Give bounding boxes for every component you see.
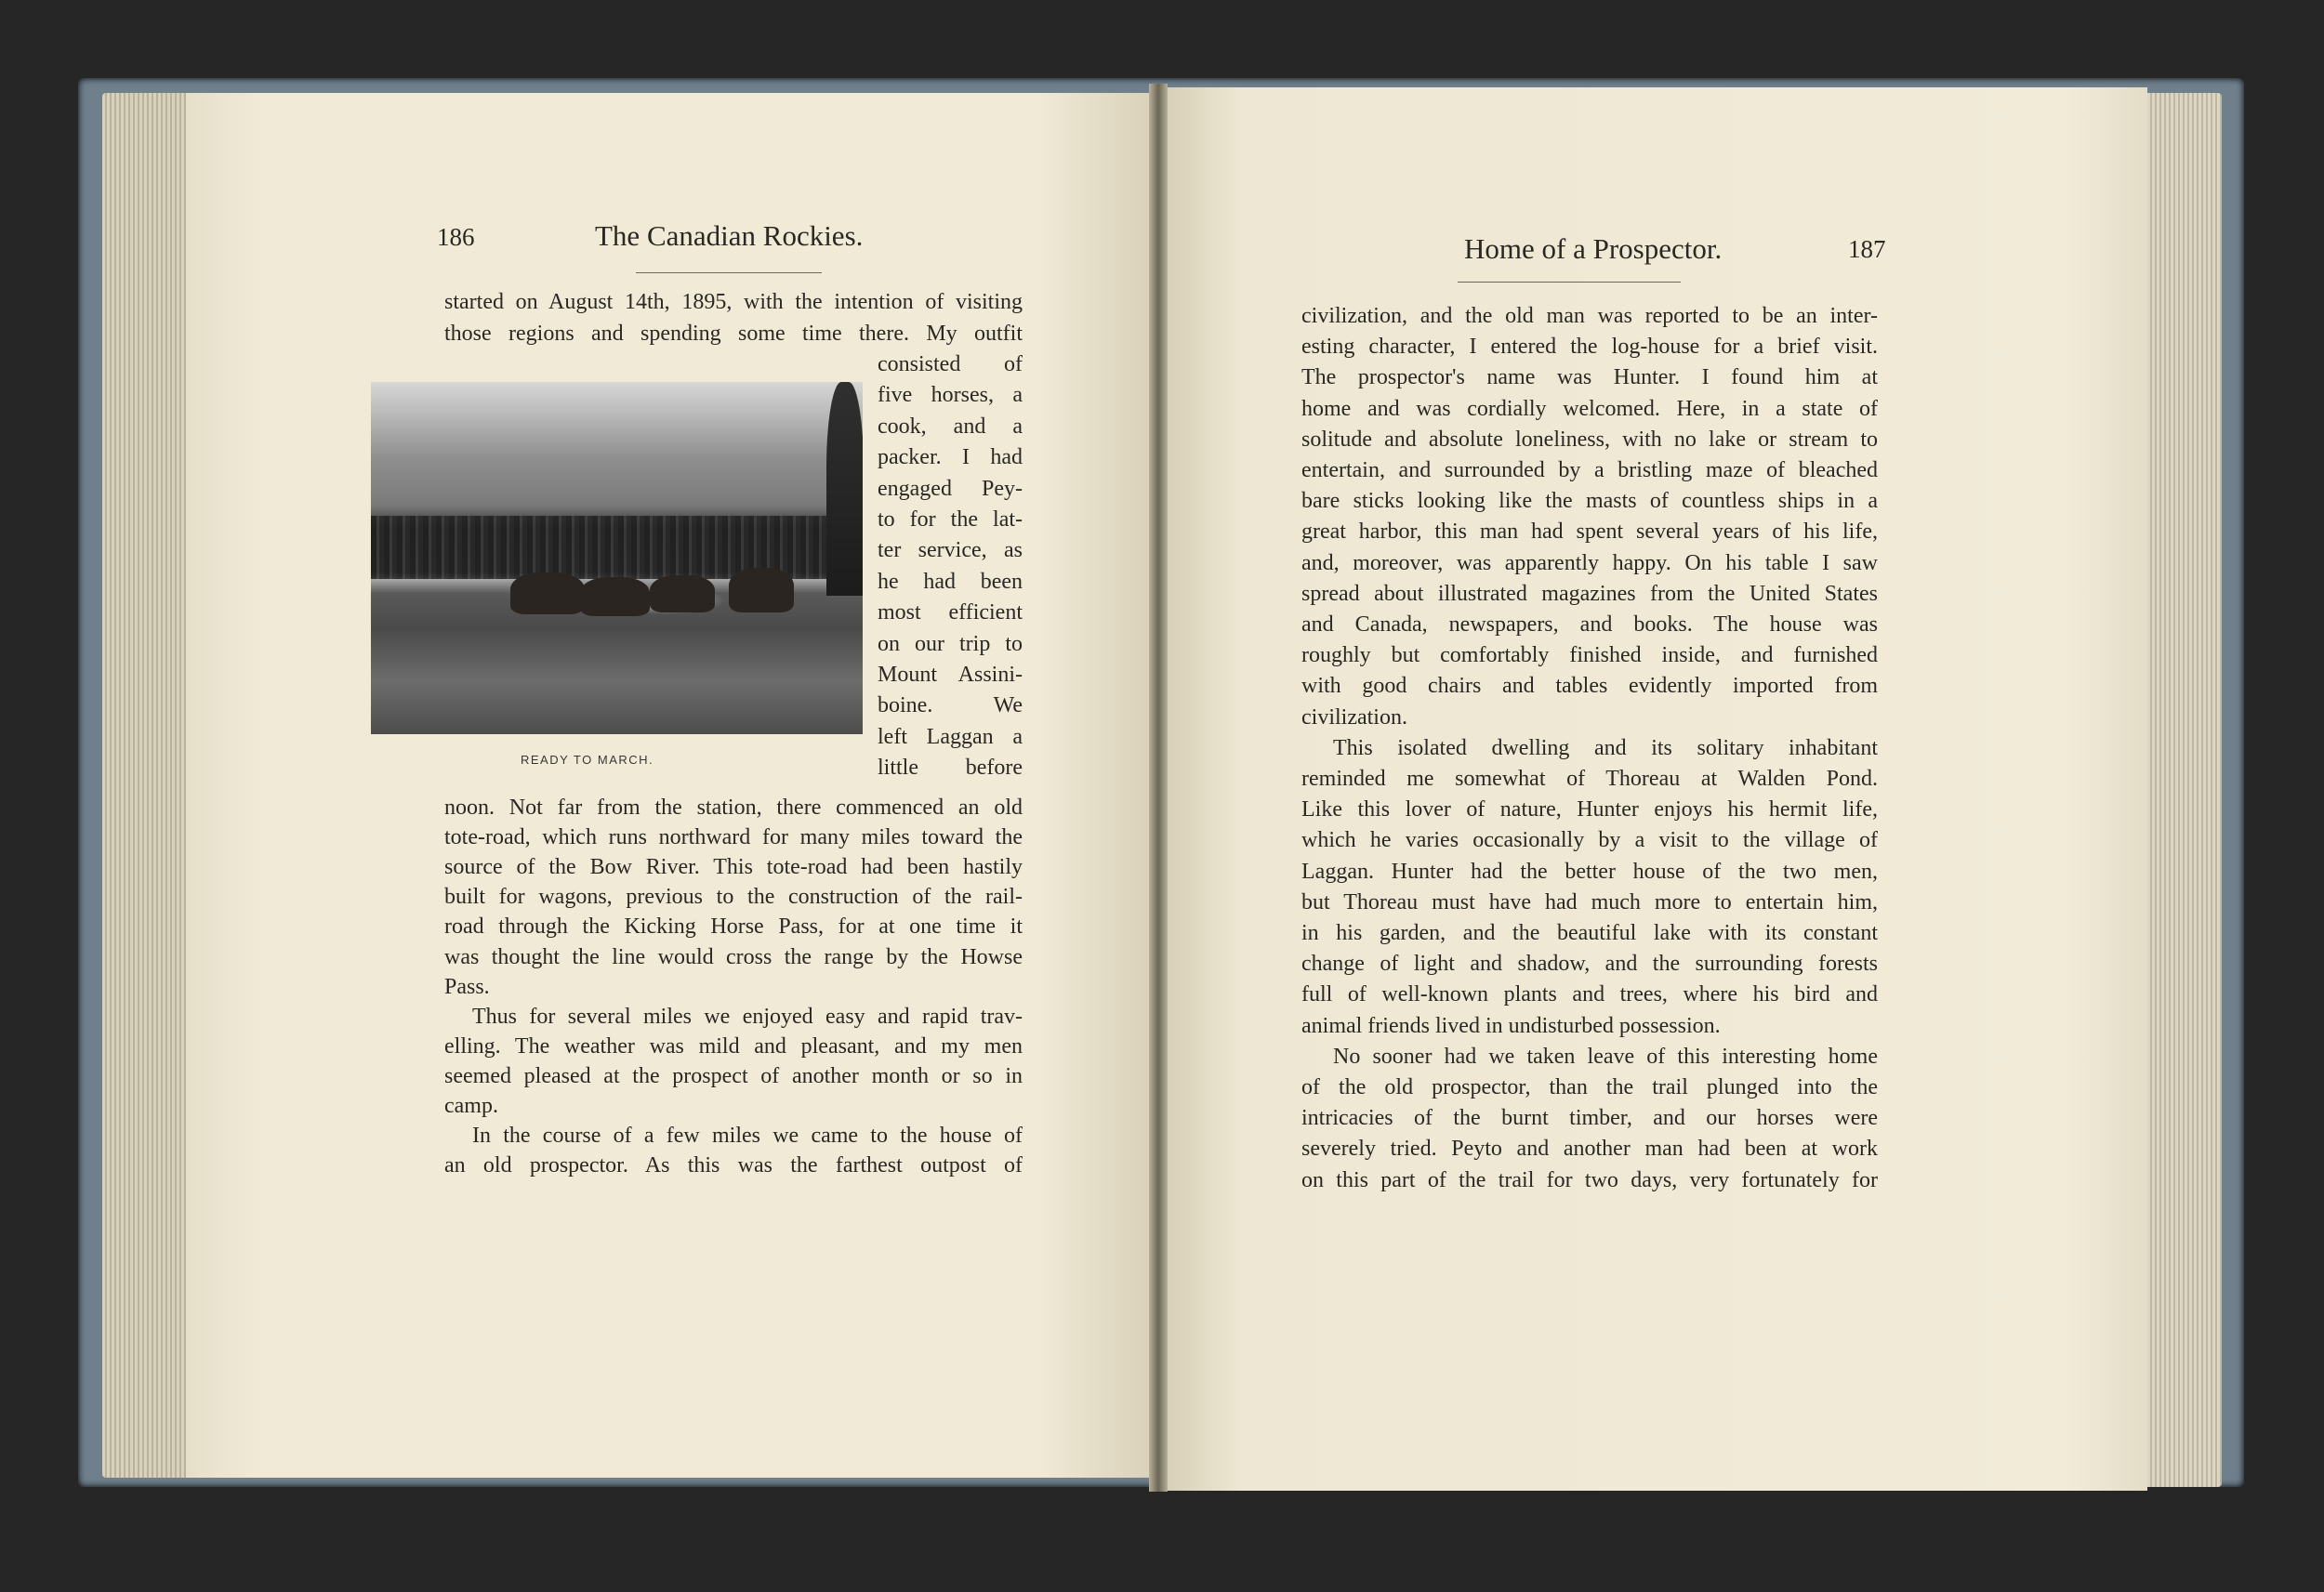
text-line: started on August 14th, 1895, with the intention of visiting — [444, 290, 1023, 314]
text-line: entertain, and surrounded by a bristling maze of bleached — [1301, 458, 1878, 482]
text-line: built for wagons, previous to the construction of the rail- — [444, 885, 1023, 910]
text-line: seemed pleased at the prospect of another month or so in — [444, 1063, 1023, 1088]
text-line: solitude and absolute loneliness, with no lake or stream to — [1301, 427, 1878, 452]
photo-horse — [650, 575, 715, 612]
text-line: severely tried. Peyto and another man had been at work — [1301, 1137, 1878, 1162]
text-line: great harbor, this man had spent several years of his life, — [1301, 520, 1878, 545]
text-line: on this part of the trail for two days, very fortunately for — [1301, 1167, 1878, 1192]
text-line: and, moreover, was apparently happy. On his table I saw — [1301, 550, 1878, 575]
text-line: roughly but comfortably finished inside, and furnished — [1301, 643, 1878, 668]
left-header-rule — [636, 272, 822, 273]
text-line: noon. Not far from the station, there commenced an old — [444, 796, 1023, 820]
text-line: in his garden, and the beautiful lake with its constant — [1301, 921, 1878, 945]
text-line: No sooner had we taken leave of this interesting home — [1333, 1044, 1878, 1069]
text-line: Like this lover of nature, Hunter enjoys his hermit life, — [1301, 797, 1878, 822]
text-line: five horses, a — [878, 383, 1023, 408]
text-line: civilization. — [1301, 704, 1407, 730]
text-line: Laggan. Hunter had the better house of the two men, — [1301, 859, 1878, 884]
text-line: engaged Pey- — [878, 476, 1023, 501]
figure-photo-pack-horses — [371, 382, 863, 734]
text-line: with good chairs and tables evidently imported from — [1301, 674, 1878, 699]
text-line: left Laggan a — [878, 724, 1023, 749]
text-line: cook, and a — [878, 414, 1023, 439]
text-line: he had been — [878, 569, 1023, 594]
text-line: and Canada, newspapers, and books. The house was — [1301, 612, 1878, 637]
right-page-number: 187 — [1848, 235, 1886, 263]
left-running-title: The Canadian Rockies. — [595, 219, 864, 252]
text-line: Thus for several miles we enjoyed easy and rapid trav- — [472, 1004, 1023, 1029]
text-line: This isolated dwelling and its solitary inhabitant — [1333, 735, 1878, 760]
photo-horse — [510, 572, 585, 614]
photo-horse — [580, 577, 650, 616]
text-line: home and was cordially welcomed. Here, in a state of — [1301, 396, 1878, 421]
text-line: spread about illustrated magazines from the United States — [1301, 581, 1878, 606]
left-page-number: 186 — [437, 223, 475, 251]
photo-treeline — [371, 516, 863, 579]
photo-horse-rider — [729, 568, 794, 612]
text-line: animal friends lived in undisturbed possession. — [1301, 1013, 1721, 1038]
right-running-title: Home of a Prospector. — [1464, 232, 1723, 265]
text-line: on our trip to — [878, 631, 1023, 656]
figure-caption: READY TO MARCH. — [521, 753, 654, 767]
text-line: but Thoreau must have had much more to entertain him, — [1301, 889, 1878, 914]
text-line: ter service, as — [878, 538, 1023, 563]
text-line: an old prospector. As this was the farthest outpost of — [444, 1153, 1023, 1178]
text-line: In the course of a few miles we came to the house of — [472, 1124, 1023, 1149]
text-line: bare sticks looking like the masts of countless ships in a — [1301, 489, 1878, 514]
text-line: packer. I had — [878, 445, 1023, 470]
book-gutter — [1149, 84, 1168, 1492]
right-header-rule — [1458, 282, 1681, 283]
text-line: intricacies of the burnt timber, and our horses were — [1301, 1106, 1878, 1131]
text-line: Mount Assini- — [878, 663, 1023, 687]
text-line: civilization, and the old man was reported to be an inter- — [1301, 304, 1878, 328]
text-line: camp. — [444, 1094, 498, 1118]
text-line: Pass. — [444, 974, 490, 999]
text-line: which he varies occasionally by a visit to the village of — [1301, 828, 1878, 853]
text-line: reminded me somewhat of Thoreau at Walden Pond. — [1301, 767, 1878, 791]
text-line: elling. The weather was mild and pleasant, and my men — [444, 1033, 1023, 1059]
text-line: of the old prospector, than the trail plunged into the — [1301, 1075, 1878, 1099]
text-line: to for the lat- — [878, 507, 1023, 532]
text-line: esting character, I entered the log-house for a brief visit. — [1301, 335, 1878, 360]
text-line: The prospector's name was Hunter. I found him at — [1301, 365, 1878, 390]
text-line: road through the Kicking Horse Pass, for at one time it — [444, 914, 1023, 940]
text-line: tote-road, which runs northward for many miles toward the — [444, 825, 1023, 850]
text-line: change of light and shadow, and the surrounding forests — [1301, 952, 1878, 977]
photo-tree — [826, 382, 863, 596]
text-line: full of well-known plants and trees, where his bird and — [1301, 982, 1878, 1007]
text-line: source of the Bow River. This tote-road had been hastily — [444, 855, 1023, 880]
text-line: consisted of — [878, 352, 1023, 376]
text-line: those regions and spending some time there. My outfit — [444, 321, 1023, 346]
text-line: was thought the line would cross the range by the Howse — [444, 944, 1023, 969]
text-line: little before — [878, 756, 1023, 781]
text-line: most efficient — [878, 600, 1023, 625]
text-line: boine. We — [878, 693, 1023, 718]
